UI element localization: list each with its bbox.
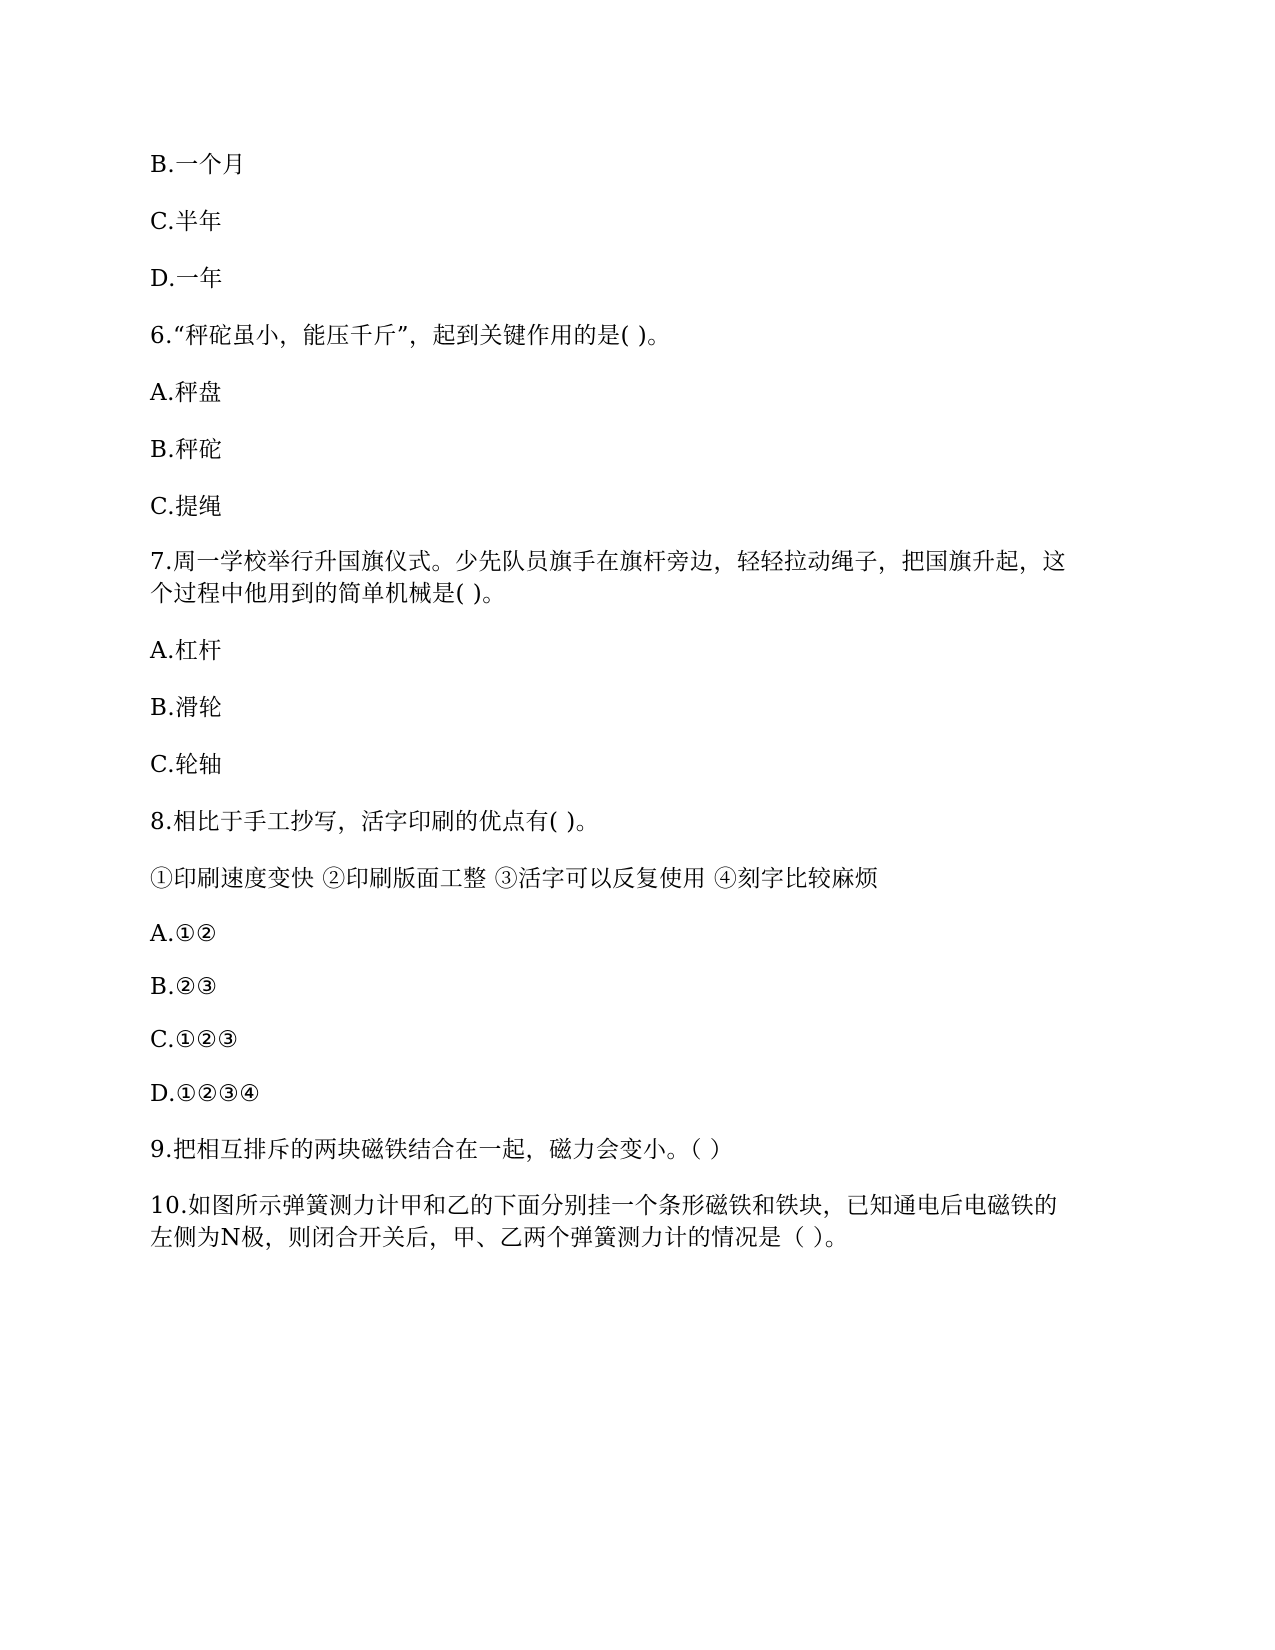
option-b-q6: B.秤砣 bbox=[150, 437, 223, 463]
option-c-q5: C.半年 bbox=[150, 209, 223, 235]
question-6: 6.“秤砣虽小，能压千斤”，起到关键作用的是( )。 bbox=[150, 323, 671, 349]
question-10-line-2: 左侧为N极，则闭合开关后，甲、乙两个弹簧测力计的情况是（ ）。 bbox=[150, 1225, 849, 1251]
option-c-q8: C.①②③ bbox=[150, 1027, 239, 1053]
option-c-q6: C.提绳 bbox=[150, 494, 223, 520]
option-a-q8: A.①② bbox=[150, 921, 218, 947]
question-7-line-1: 7.周一学校举行升国旗仪式。少先队员旗手在旗杆旁边，轻轻拉动绳子，把国旗升起，这 bbox=[150, 549, 1066, 575]
option-b-q5: B.一个月 bbox=[150, 152, 246, 178]
option-a-q6: A.秤盘 bbox=[150, 380, 222, 406]
question-7-line-2: 个过程中他用到的简单机械是( )。 bbox=[150, 581, 506, 607]
option-d-q8: D.①②③④ bbox=[150, 1081, 261, 1107]
question-10-line-1: 10.如图所示弹簧测力计甲和乙的下面分别挂一个条形磁铁和铁块，已知通电后电磁铁的 bbox=[150, 1193, 1058, 1219]
option-b-q7: B.滑轮 bbox=[150, 695, 223, 721]
option-b-q8: B.②③ bbox=[150, 974, 218, 1000]
option-a-q7: A.杠杆 bbox=[150, 638, 222, 664]
question-8-statements: ①印刷速度变快 ②印刷版面工整 ③活字可以反复使用 ④刻字比较麻烦 bbox=[150, 866, 879, 892]
option-d-q5: D.一年 bbox=[150, 266, 223, 292]
question-9: 9.把相互排斥的两块磁铁结合在一起，磁力会变小。（ ） bbox=[150, 1137, 734, 1163]
question-8: 8.相比于手工抄写，活字印刷的优点有( )。 bbox=[150, 809, 600, 835]
option-c-q7: C.轮轴 bbox=[150, 752, 223, 778]
